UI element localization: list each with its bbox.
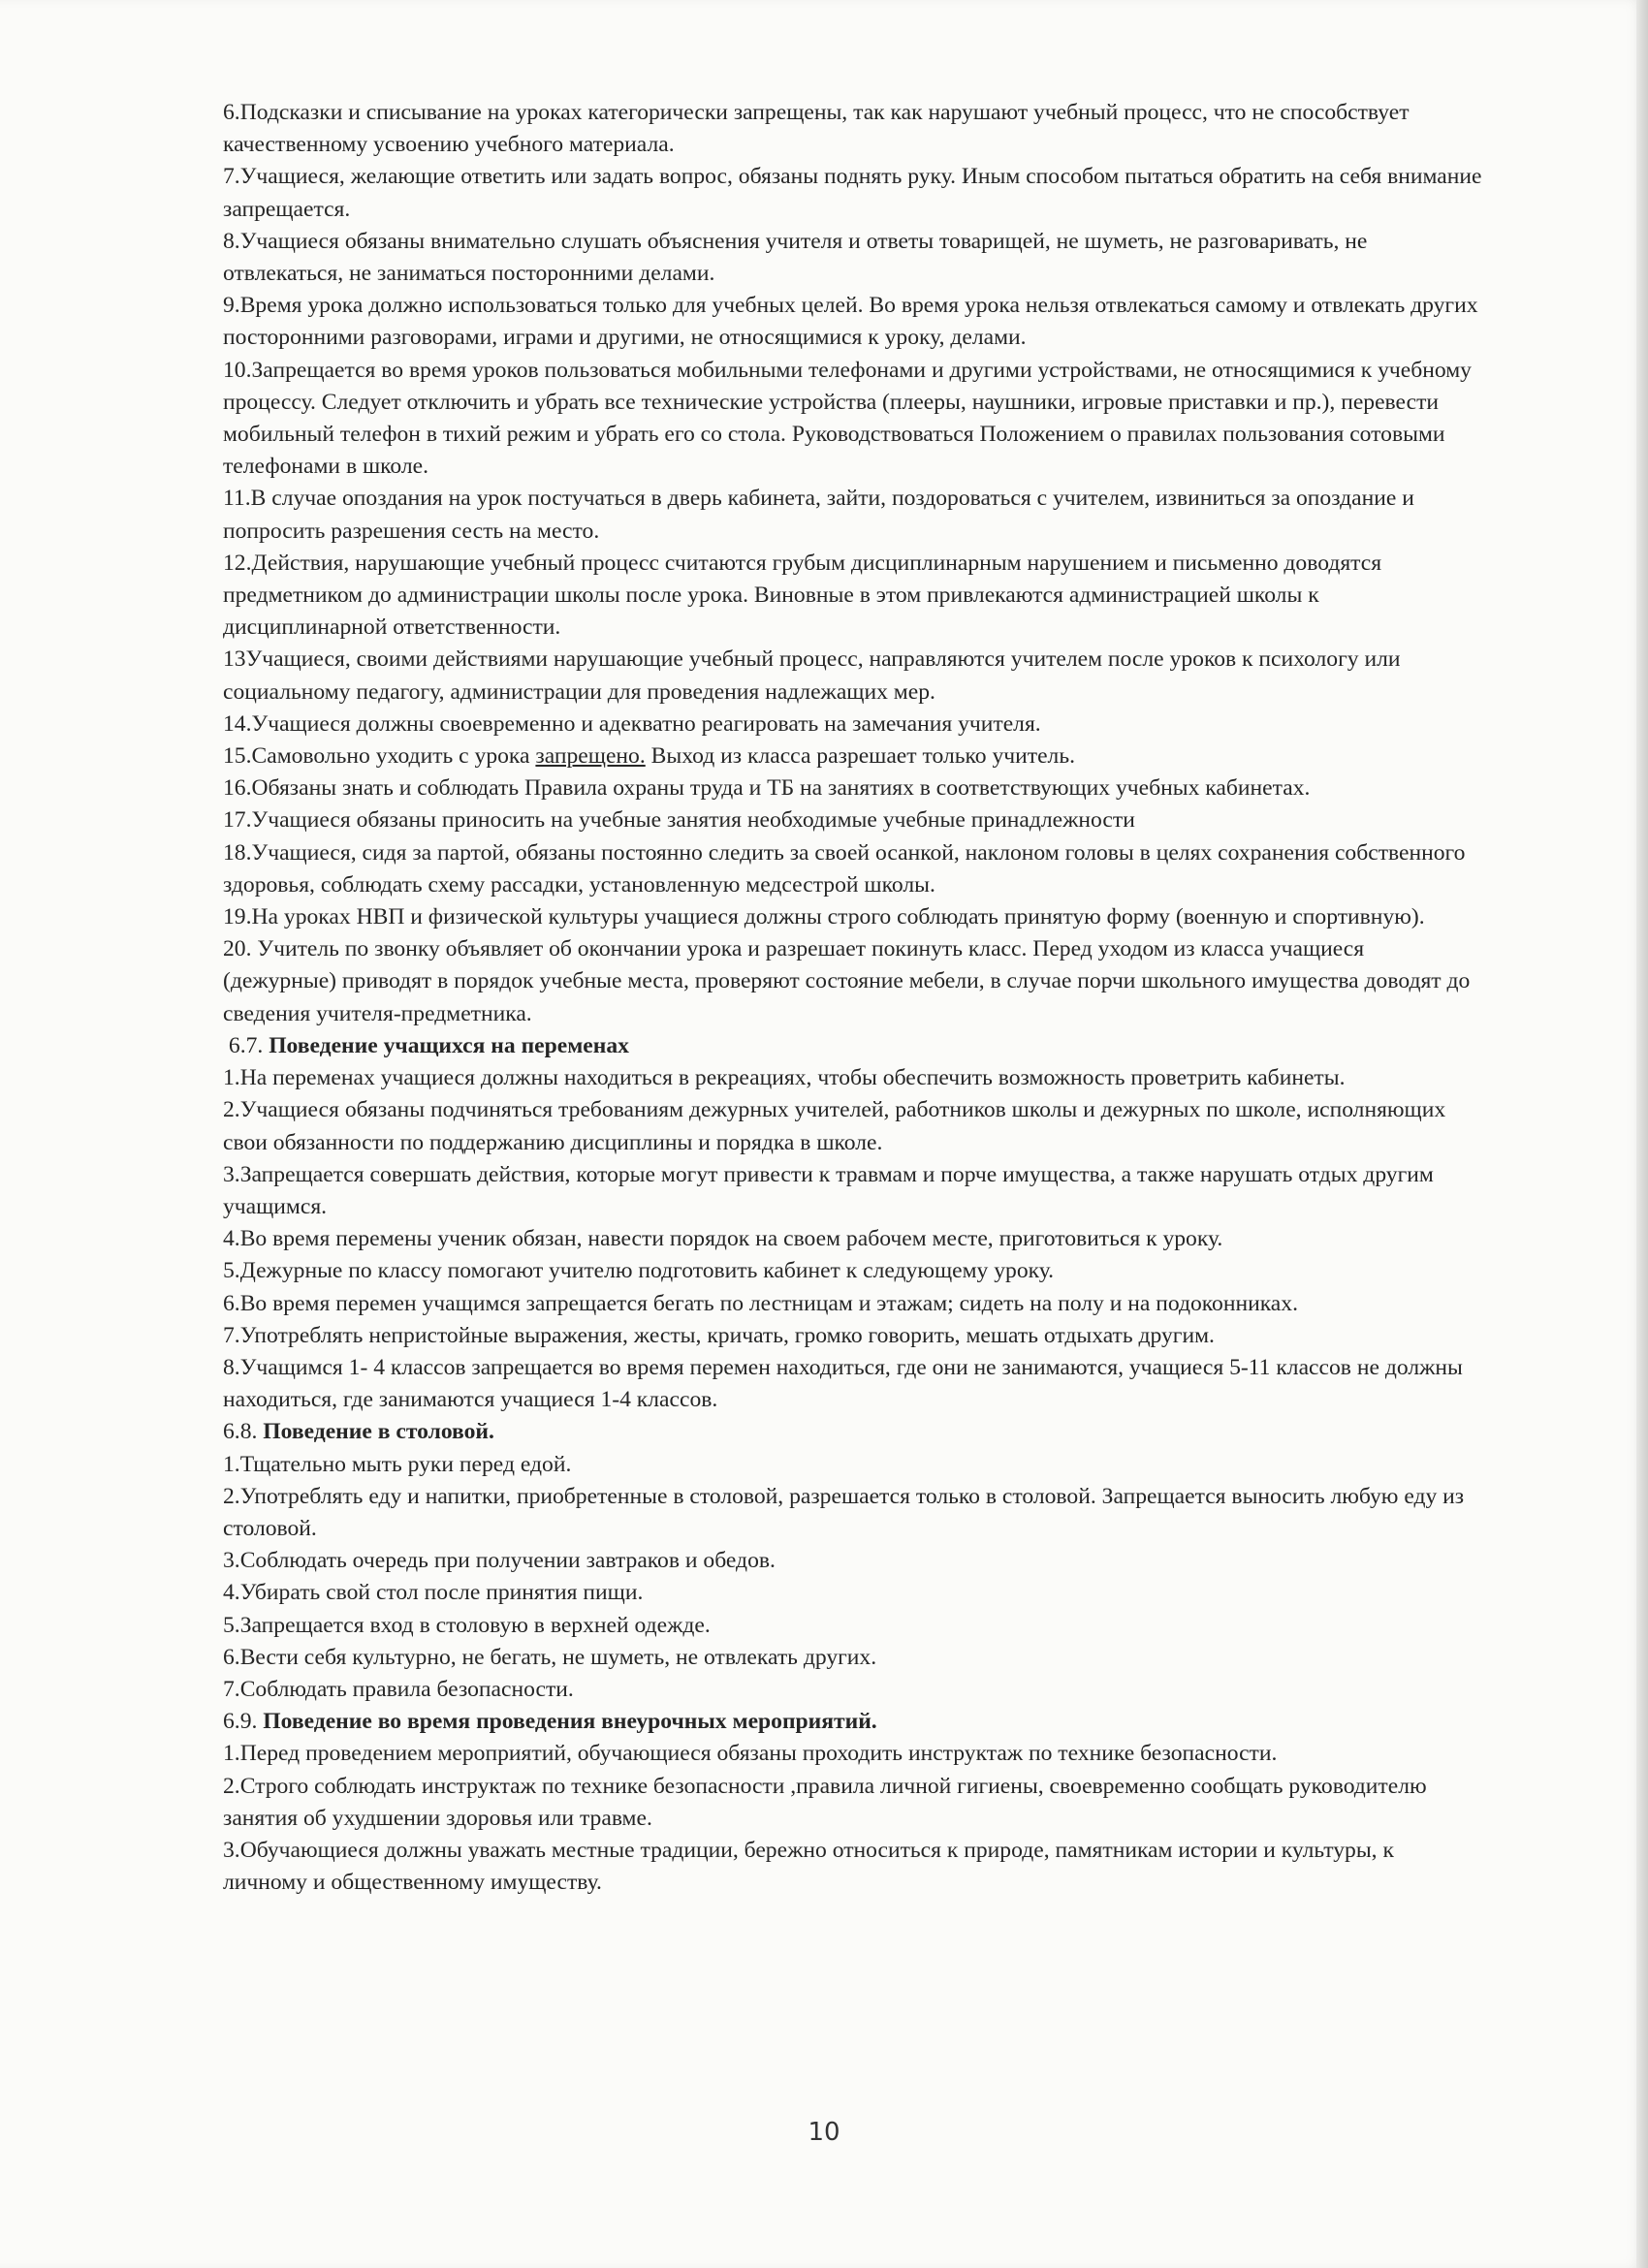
breaks-rule-2: 2.Учащиеся обязаны подчиняться требованиям дежурных учителей, работников школы и дежурных по школе, исполняющих свои обязанности по поддержанию дисциплины и порядка в школе. <box>223 1097 1446 1155</box>
document-body <box>223 97 1483 1899</box>
canteen-rule-3: 3.Соблюдать очередь при получении завтраков и обедов. <box>223 1548 776 1574</box>
rule-18: 18.Учащиеся, сидя за партой, обязаны постоянно следить за своей осанкой, наклоном головы в целях сохранения собственного здоровья, соблюдать схему рассадки, установленную медсестрой школы. <box>223 839 1466 898</box>
rule-15-underlined: запрещено. <box>535 743 646 770</box>
rule-7: 7.Учащиеся, желающие ответить или задать вопрос, обязаны поднять руку. Иным способом пытаться обратить на себя внимание запрещается. <box>223 164 1482 222</box>
events-rule-2: 2.Строго соблюдать инструктаж по технике безопасности ,правила личной гигиены, своевременно сообщать руководителю занятия об ухудшении здоровья или травме. <box>223 1773 1427 1831</box>
canteen-rule-4: 4.Убирать свой стол после принятия пищи. <box>223 1580 644 1606</box>
canteen-rule-6: 6.Вести себя культурно, не бегать, не шуметь, не отвлекать других. <box>223 1644 877 1670</box>
rule-17: 17.Учащиеся обязаны приносить на учебные занятия необходимые учебные принадлежности <box>223 807 1135 834</box>
breaks-rule-1: 1.На переменах учащиеся должны находиться в рекреациях, чтобы обеспечить возможность проветрить кабинеты. <box>223 1065 1346 1091</box>
page-edge-shadow <box>1636 0 1648 2268</box>
section-title: Поведение в столовой. <box>263 1419 494 1445</box>
section-heading-6-7 <box>223 1030 1483 1062</box>
breaks-rule-6: 6.Во время перемен учащимся запрещается бегать по лестницам и этажам; сидеть на полу и на подоконниках. <box>223 1290 1298 1316</box>
canteen-rule-2: 2.Употреблять еду и напитки, приобретенные в столовой, разрешается только в столовой. Запрещается выносить любую еду из столовой. <box>223 1483 1465 1541</box>
rule-14: 14.Учащиеся должны своевременно и адекватно реагировать на замечания учителя. <box>223 710 1041 737</box>
section-number: 6.7. <box>223 1032 269 1058</box>
canteen-rule-1: 1.Тщательно мыть руки перед едой. <box>223 1451 572 1477</box>
canteen-rule-7: 7.Соблюдать правила безопасности. <box>223 1676 574 1702</box>
section-title: Поведение во время проведения внеурочных мероприятий. <box>263 1709 877 1735</box>
rule-10: 10.Запрещается во время уроков пользоваться мобильными телефонами и другими устройствами, не относящимися к учебному процессу. Следует отключить и убрать все технические устройства (плееры, наушники, игровые приставки и пр.), перевести мобильный телефон в тихий режим и убрать его со стола. Руководствоваться Положением о правилах пользования сотовыми телефонами в школе. <box>223 357 1472 480</box>
rule-13: 13Учащиеся, своими действиями нарушающие учебный процесс, направляются учителем после уроков к психологу или социальному педагогу, администрации для проведения надлежащих мер. <box>223 646 1401 705</box>
rule-9: 9.Время урока должно использоваться только для учебных целей. Во время урока нельзя отвлекаться самому и отвлекать других посторонними разговорами, играми и другими, не относящимися к уроку, делами. <box>223 293 1478 351</box>
section-title: Поведение учащихся на переменах <box>269 1032 629 1058</box>
section-heading-6-8 <box>223 1416 1483 1448</box>
rule-12: 12.Действия, нарушающие учебный процесс считаются грубым дисциплинарным нарушением и письменно доводятся предметником до администрации школы после урока. Виновные в этом привлекаются администрацией школы к дисциплинарной ответственности. <box>223 550 1382 641</box>
events-rule-1: 1.Перед проведением мероприятий, обучающиеся обязаны проходить инструктаж по технике безопасности. <box>223 1741 1278 1767</box>
section-heading-6-9 <box>223 1706 1483 1738</box>
rule-16: 16.Обязаны знать и соблюдать Правила охраны труда и ТБ на занятиях в соответствующих учебных кабинетах. <box>223 775 1311 802</box>
canteen-rule-5: 5.Запрещается вход в столовую в верхней одежде. <box>223 1612 711 1638</box>
page-number: 10 <box>808 2118 840 2147</box>
breaks-rule-4: 4.Во время перемены ученик обязан, навести порядок на своем рабочем месте, приготовиться к уроку. <box>223 1226 1223 1252</box>
rule-8: 8.Учащиеся обязаны внимательно слушать объяснения учителя и ответы товарищей, не шуметь, не разговаривать, не отвлекаться, не заниматься посторонними делами. <box>223 228 1368 287</box>
rule-15-suffix: Выход из класса разрешает только учитель. <box>645 743 1075 770</box>
breaks-rule-7: 7.Употреблять непристойные выражения, жесты, кричать, громко говорить, мешать отдыхать другим. <box>223 1322 1215 1348</box>
breaks-rule-5: 5.Дежурные по классу помогают учителю подготовить кабинет к следующему уроку. <box>223 1258 1055 1284</box>
rule-11: 11.В случае опоздания на урок постучаться в дверь кабинета, зайти, поздороваться с учителем, извиниться за опоздание и попросить разрешения сесть на место. <box>223 486 1414 544</box>
rule-15 <box>223 740 1483 772</box>
section-number: 6.8. <box>223 1419 264 1445</box>
rule-20: 20. Учитель по звонку объявляет об окончании урока и разрешает покинуть класс. Перед уходом из класса учащиеся (дежурные) приводят в порядок учебные места, проверяют состояние мебели, в случае порчи школьного имущества доводят до сведения учителя-предметника. <box>223 936 1471 1026</box>
rule-6: 6.Подсказки и списывание на уроках категорически запрещены, так как нарушают учебный процесс, что не способствует качественному усвоению учебного материала. <box>223 100 1410 158</box>
breaks-rule-3: 3.Запрещается совершать действия, которые могут привести к травмам и порче имущества, а также нарушать отдых другим учащимся. <box>223 1161 1434 1219</box>
rule-15-prefix: 15.Самовольно уходить с урока <box>223 743 536 770</box>
events-rule-3: 3.Обучающиеся должны уважать местные традиции, бережно относиться к природе, памятникам истории и культуры, к личному и общественному имуществу. <box>223 1837 1394 1896</box>
section-number: 6.9. <box>223 1709 264 1735</box>
breaks-rule-8: 8.Учащимся 1- 4 классов запрещается во время перемен находиться, где они не занимаются, учащиеся 5-11 классов не должны находиться, где занимаются учащиеся 1-4 классов. <box>223 1354 1463 1413</box>
rule-19: 19.На уроках НВП и физической культуры учащиеся должны строго соблюдать принятую форму (военную и спортивную). <box>223 904 1425 930</box>
